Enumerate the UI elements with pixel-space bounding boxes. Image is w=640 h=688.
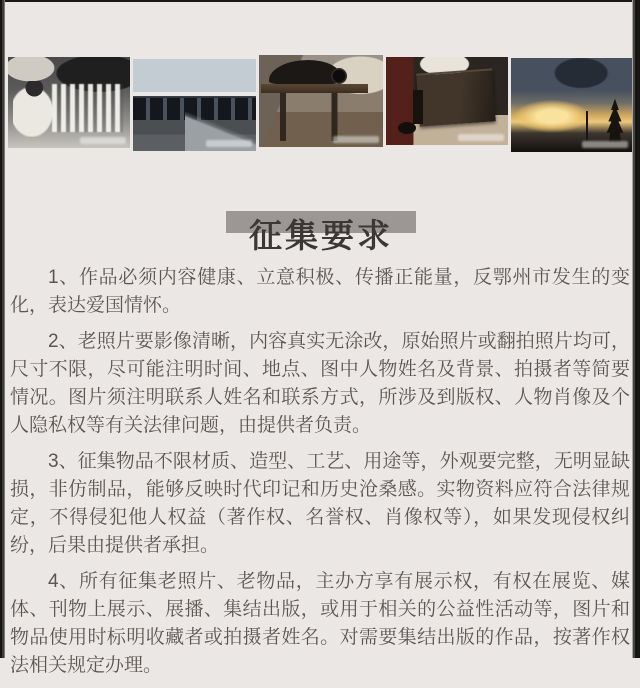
frame-edge-right: [632, 0, 640, 658]
page-title: 征集要求: [249, 217, 393, 254]
requirement-item-2: 2、老照片要影像清晰，内容真实无涂改，原始照片或翻拍照片均可，尺寸不限，尽可能注明时间、地点、图中人物姓名及背景、拍摄者等简要情况。图片须注明联系人姓名和联系方式，所涉及到版权、人物肖像及个人隐私权等有关法律问题，由提供者负责。: [10, 331, 630, 436]
requirement-item-4: 4、所有征集老照片、老物品，主办方享有展示权，有权在展览、媒体、刊物上展示、展播、集结出版，或用于相关的公益性活动等，图片和物品使用时标明收藏者或拍摄者姓名。对需要集结出版的作品，按著作权法相关规定办理。: [10, 571, 630, 676]
photo-watermark: [80, 137, 126, 144]
photo-pagoda-silhouette: [604, 99, 626, 143]
photo-gallery: [8, 55, 632, 155]
photo-sewing-head-shape: [269, 60, 341, 84]
photo-worker-shape: [13, 81, 54, 137]
photo-textile-workshop[interactable]: [8, 57, 130, 148]
photo-pole-silhouette: [586, 111, 588, 141]
photo-hanging-strips-shape: [52, 84, 123, 131]
photo-chest-box-shape: [416, 69, 495, 127]
photo-sewing-table-shape: [261, 84, 368, 92]
photo-sewing-machine[interactable]: [259, 55, 383, 147]
photo-wooden-chest[interactable]: [386, 57, 508, 145]
requirement-item-3: 3、征集物品不限材质、造型、工艺、用途等，外观要完整，无明显缺损，非仿制品，能够反映时代印记和历史沧桑感。实物资料应符合法律规定，不得侵犯他人权益（著作权、名誉权、肖像权等），如果发现侵权纠纷，后果由提供者承担。: [10, 451, 630, 556]
photo-chest-stand-shape: [413, 90, 423, 124]
photo-dam-sluice[interactable]: [133, 59, 256, 151]
photo-kettle-shape: [398, 122, 416, 134]
requirements-list: [10, 264, 630, 688]
frame-edge-top: [0, 0, 640, 2]
photo-watermark: [333, 136, 379, 143]
photo-watermark: [582, 141, 628, 148]
photo-sunset-pagoda[interactable]: [511, 58, 632, 152]
photo-sewing-legs-shape: [274, 93, 348, 141]
section-heading: [226, 211, 416, 263]
photo-watermark: [458, 134, 504, 141]
photo-sewing-wheel-shape: [331, 68, 347, 84]
requirement-item-1: 1、作品必须内容健康、立意积极、传播正能量，反鄂州市发生的变化，表达爱国情怀。: [10, 267, 630, 316]
photo-watermark: [206, 140, 252, 147]
frame-edge-left: [0, 0, 5, 658]
